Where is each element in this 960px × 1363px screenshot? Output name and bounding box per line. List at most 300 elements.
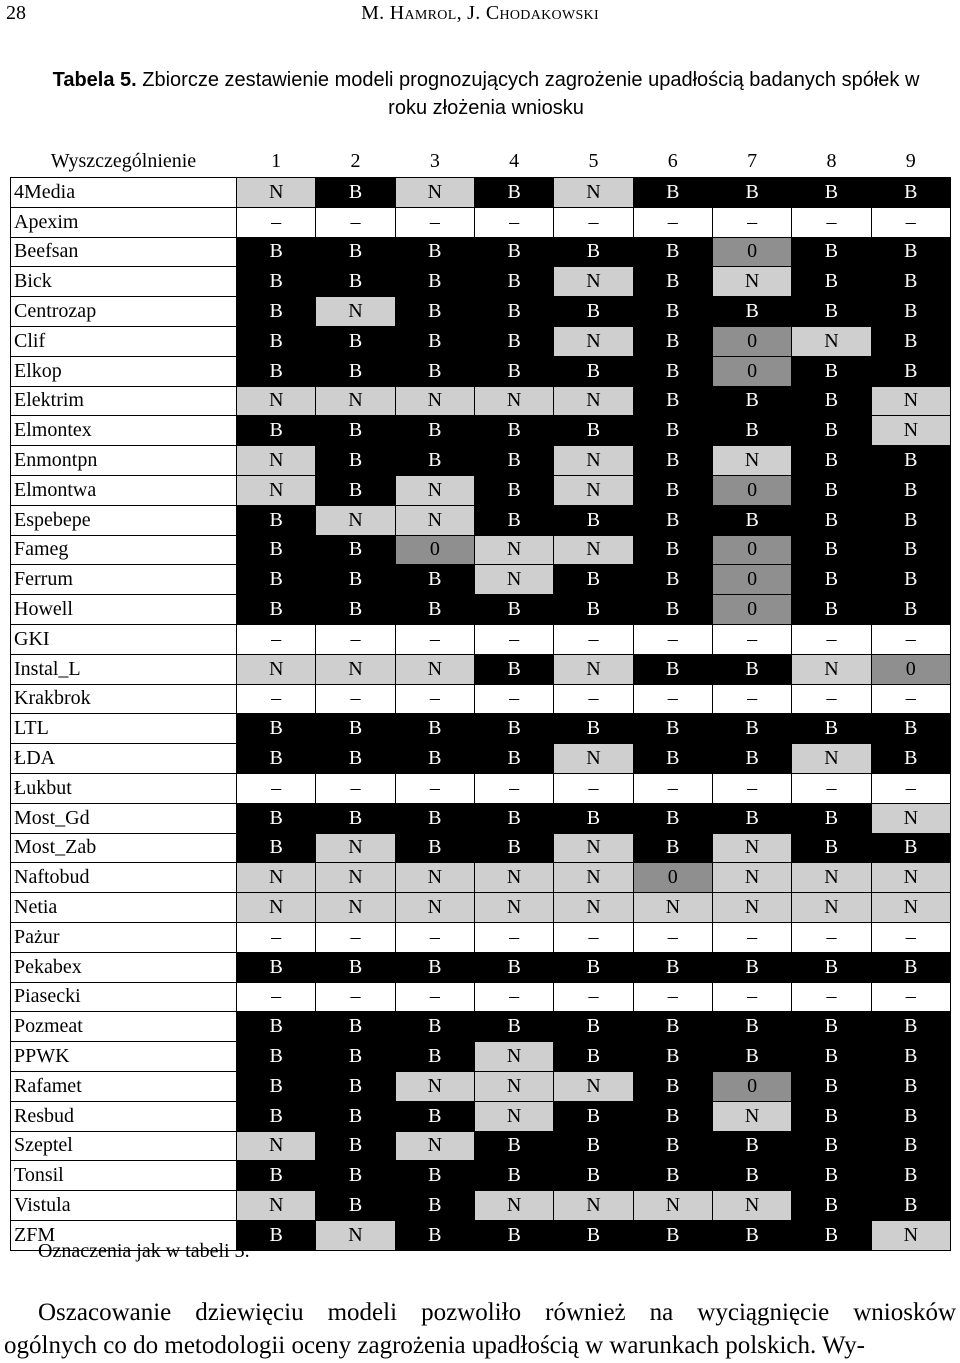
table-cell: B: [395, 1161, 474, 1191]
table-row: [11, 595, 951, 625]
running-head-authors: M. Hamrol, J. Chodakowski: [361, 2, 599, 24]
table-cell: B: [792, 833, 871, 863]
table-cell: N: [633, 893, 712, 923]
table-cell: N: [792, 893, 871, 923]
table-cell: B: [633, 1220, 712, 1250]
table-cell: –: [792, 922, 871, 952]
table-cell: B: [712, 416, 791, 446]
table-cell: B: [712, 1042, 791, 1072]
table-cell: B: [474, 475, 553, 505]
table-cell: N: [474, 893, 553, 923]
table-cell: B: [712, 1161, 791, 1191]
table-cell: –: [712, 207, 791, 237]
table-cell: N: [316, 505, 395, 535]
table-cell: N: [554, 833, 633, 863]
table-cell: N: [316, 893, 395, 923]
table-cell: N: [871, 863, 950, 893]
table-cell: B: [554, 237, 633, 267]
table-cell: B: [871, 267, 950, 297]
table-cell: N: [633, 1191, 712, 1221]
table-cell: B: [871, 535, 950, 565]
column-header: 4: [509, 149, 520, 172]
table-cell: B: [395, 952, 474, 982]
table-cell: B: [474, 446, 553, 476]
table-cell: 0: [395, 535, 474, 565]
company-name: Tonsil: [11, 1161, 237, 1191]
table-cell: –: [871, 684, 950, 714]
table-cell: N: [792, 744, 871, 774]
table-cell: B: [633, 178, 712, 208]
table-cell: N: [395, 475, 474, 505]
table-cell: B: [237, 297, 316, 327]
table-cell: N: [474, 386, 553, 416]
table-cell: B: [474, 237, 553, 267]
table-cell: B: [792, 178, 871, 208]
table-cell: B: [395, 416, 474, 446]
table-cell: B: [633, 297, 712, 327]
table-cell: B: [792, 1042, 871, 1072]
table-cell: –: [554, 773, 633, 803]
table-cell: B: [633, 237, 712, 267]
company-name: ŁDA: [11, 744, 237, 774]
table-cell: B: [792, 505, 871, 535]
column-header: 3: [429, 149, 440, 172]
table-cell: N: [316, 297, 395, 327]
company-name: Elmontwa: [11, 475, 237, 505]
table-cell: N: [871, 803, 950, 833]
table-cell: 0: [633, 863, 712, 893]
table-cell: N: [554, 654, 633, 684]
table-cell: B: [633, 833, 712, 863]
company-name: Espebepe: [11, 505, 237, 535]
table-cell: B: [554, 1161, 633, 1191]
table-row: [11, 744, 951, 774]
table-cell: B: [395, 1101, 474, 1131]
table-cell: B: [554, 297, 633, 327]
company-name: Rafamet: [11, 1071, 237, 1101]
company-name: Łukbut: [11, 773, 237, 803]
table-cell: 0: [712, 356, 791, 386]
table-cell: B: [316, 1101, 395, 1131]
table-cell: B: [792, 446, 871, 476]
table-cell: B: [237, 1220, 316, 1250]
table-cell: B: [316, 416, 395, 446]
table-row: [11, 893, 951, 923]
table-cell: B: [474, 952, 553, 982]
table-cell: B: [316, 267, 395, 297]
table-cell: B: [633, 446, 712, 476]
table-cell: –: [316, 982, 395, 1012]
table-cell: B: [554, 416, 633, 446]
table-row: [11, 952, 951, 982]
table-cell: N: [554, 744, 633, 774]
table-cell: B: [633, 1131, 712, 1161]
table-cell: –: [633, 624, 712, 654]
table-cell: B: [474, 1012, 553, 1042]
table-cell: B: [712, 744, 791, 774]
table-cell: B: [237, 833, 316, 863]
company-name: Elektrim: [11, 386, 237, 416]
table-cell: B: [316, 446, 395, 476]
table-cell: B: [792, 1071, 871, 1101]
table-cell: B: [712, 178, 791, 208]
table-cell: –: [395, 922, 474, 952]
table-cell: –: [871, 624, 950, 654]
table-cell: B: [792, 565, 871, 595]
table-cell: –: [316, 922, 395, 952]
table-cell: –: [633, 773, 712, 803]
table-cell: N: [395, 1131, 474, 1161]
table-cell: B: [237, 1161, 316, 1191]
table-cell: B: [316, 952, 395, 982]
table-cell: B: [792, 237, 871, 267]
company-name: Elmontex: [11, 416, 237, 446]
table-cell: B: [633, 535, 712, 565]
table-cell: –: [237, 922, 316, 952]
table-cell: B: [395, 803, 474, 833]
table-cell: 0: [712, 1071, 791, 1101]
table-cell: B: [316, 475, 395, 505]
table-cell: N: [871, 416, 950, 446]
table-cell: B: [633, 267, 712, 297]
table-cell: B: [474, 178, 553, 208]
table-cell: B: [554, 714, 633, 744]
table-cell: B: [792, 1220, 871, 1250]
table-cell: B: [237, 565, 316, 595]
table-cell: N: [554, 267, 633, 297]
table-cell: N: [316, 654, 395, 684]
table-row: [11, 624, 951, 654]
table-cell: B: [395, 565, 474, 595]
table-cell: N: [554, 386, 633, 416]
table-cell: N: [554, 446, 633, 476]
company-name: Krakbrok: [11, 684, 237, 714]
company-name: Netia: [11, 893, 237, 923]
table-cell: 0: [712, 237, 791, 267]
column-header: 8: [826, 149, 837, 172]
table-cell: –: [316, 773, 395, 803]
table-cell: B: [316, 1071, 395, 1101]
table-cell: B: [633, 565, 712, 595]
table-cell: –: [792, 773, 871, 803]
table-cell: –: [316, 624, 395, 654]
table-cell: B: [237, 1042, 316, 1072]
table-caption-text: Zbiorcze zestawienie modeli prognozujących zagrożenie upadłością badanych spółek w roku złożenia wniosku: [136, 69, 920, 119]
table-cell: B: [871, 833, 950, 863]
table-cell: B: [316, 356, 395, 386]
table-cell: B: [474, 803, 553, 833]
table-cell: N: [237, 475, 316, 505]
table-cell: N: [237, 863, 316, 893]
table-cell: B: [474, 1131, 553, 1161]
table-cell: B: [871, 952, 950, 982]
table-cell: B: [395, 1191, 474, 1221]
table-cell: –: [474, 922, 553, 952]
table-cell: B: [871, 446, 950, 476]
table-cell: –: [633, 982, 712, 1012]
table-cell: B: [237, 326, 316, 356]
table-row: [11, 714, 951, 744]
table-cell: B: [554, 356, 633, 386]
paragraph-line: ogólnych co do metodologii oceny zagrożenia upadłością w warunkach polskich. Wy-: [4, 1332, 865, 1359]
table-cell: N: [237, 893, 316, 923]
table-cell: B: [474, 654, 553, 684]
column-header: 5: [588, 149, 599, 172]
table-cell: N: [871, 386, 950, 416]
table-cell: B: [633, 386, 712, 416]
table-cell: B: [792, 952, 871, 982]
table-cell: B: [474, 1161, 553, 1191]
table-cell: B: [633, 952, 712, 982]
table-cell: –: [633, 684, 712, 714]
company-name: Pażur: [11, 922, 237, 952]
table-cell: N: [792, 654, 871, 684]
table-cell: B: [633, 1161, 712, 1191]
table-cell: B: [633, 416, 712, 446]
table-cell: B: [871, 1191, 950, 1221]
table-cell: B: [792, 386, 871, 416]
table-cell: N: [237, 386, 316, 416]
table-cell: 0: [712, 535, 791, 565]
table-cell: B: [792, 803, 871, 833]
table-row: [11, 326, 951, 356]
table-cell: B: [237, 267, 316, 297]
table-cell: 0: [712, 565, 791, 595]
table-cell: B: [316, 565, 395, 595]
table-cell: N: [712, 833, 791, 863]
table-cell: N: [474, 565, 553, 595]
table-cell: B: [474, 1220, 553, 1250]
table-cell: N: [554, 1191, 633, 1221]
table-cell: B: [792, 595, 871, 625]
table-cell: B: [554, 1101, 633, 1131]
table-cell: B: [712, 386, 791, 416]
table-cell: N: [395, 505, 474, 535]
table-cell: N: [871, 1220, 950, 1250]
table-cell: B: [554, 1131, 633, 1161]
table-cell: B: [871, 356, 950, 386]
company-name: Howell: [11, 595, 237, 625]
company-name: Instal_L: [11, 654, 237, 684]
table-cell: –: [712, 624, 791, 654]
table-cell: N: [237, 446, 316, 476]
table-cell: N: [792, 863, 871, 893]
table-cell: B: [474, 416, 553, 446]
table-note: Oznaczenia jak w tabeli 3.: [38, 1240, 250, 1262]
table-cell: B: [474, 595, 553, 625]
company-name: Centrozap: [11, 297, 237, 327]
table-cell: B: [792, 267, 871, 297]
table-cell: B: [871, 714, 950, 744]
table-row: [11, 565, 951, 595]
table-cell: B: [395, 326, 474, 356]
table-cell: –: [395, 207, 474, 237]
table-cell: B: [633, 505, 712, 535]
table-cell: N: [712, 446, 791, 476]
company-name: LTL: [11, 714, 237, 744]
page-number: 28: [6, 2, 26, 24]
company-name: Szeptel: [11, 1131, 237, 1161]
table-cell: B: [237, 1101, 316, 1131]
table-cell: B: [633, 475, 712, 505]
table-row: [11, 267, 951, 297]
table-cell: B: [237, 744, 316, 774]
table-cell: B: [237, 505, 316, 535]
table-row: [11, 922, 951, 952]
table-cell: B: [554, 803, 633, 833]
table-cell: B: [316, 1161, 395, 1191]
table-cell: –: [237, 982, 316, 1012]
table-cell: –: [554, 922, 633, 952]
table-cell: –: [554, 624, 633, 654]
table-cell: B: [633, 356, 712, 386]
table-cell: –: [554, 982, 633, 1012]
table-cell: B: [633, 744, 712, 774]
table-cell: –: [316, 684, 395, 714]
table-cell: B: [395, 833, 474, 863]
table-cell: B: [474, 326, 553, 356]
table-cell: B: [633, 714, 712, 744]
table-row: [11, 207, 951, 237]
table-cell: B: [871, 297, 950, 327]
table-caption-label: Tabela 5.: [52, 69, 137, 91]
table-cell: N: [712, 1101, 791, 1131]
table-row: [11, 773, 951, 803]
table-cell: B: [395, 595, 474, 625]
table-cell: N: [554, 535, 633, 565]
table-cell: –: [633, 922, 712, 952]
table-cell: B: [395, 1012, 474, 1042]
table-cell: –: [554, 684, 633, 714]
table-cell: B: [633, 654, 712, 684]
table-cell: –: [712, 982, 791, 1012]
column-header: 6: [667, 149, 678, 172]
table-cell: B: [871, 1012, 950, 1042]
table-cell: –: [871, 207, 950, 237]
table-cell: B: [871, 1071, 950, 1101]
table-cell: N: [474, 1101, 553, 1131]
table-cell: –: [237, 773, 316, 803]
table-cell: N: [554, 863, 633, 893]
table-cell: B: [395, 714, 474, 744]
table-cell: –: [316, 207, 395, 237]
company-name: Pozmeat: [11, 1012, 237, 1042]
table-cell: B: [237, 803, 316, 833]
table-cell: –: [633, 207, 712, 237]
table-cell: –: [237, 207, 316, 237]
table-cell: B: [474, 714, 553, 744]
table-cell: 0: [712, 595, 791, 625]
table-cell: B: [554, 1042, 633, 1072]
table-cell: B: [316, 714, 395, 744]
table-cell: B: [871, 1042, 950, 1072]
table-cell: B: [395, 267, 474, 297]
table-row: [11, 446, 951, 476]
table-cell: N: [474, 1071, 553, 1101]
table-cell: B: [712, 1131, 791, 1161]
table-cell: –: [395, 982, 474, 1012]
table-cell: B: [633, 1101, 712, 1131]
table-row: [11, 386, 951, 416]
table-cell: B: [871, 1101, 950, 1131]
table-cell: B: [554, 565, 633, 595]
table-row: [11, 803, 951, 833]
table-row: [11, 535, 951, 565]
table-cell: N: [712, 863, 791, 893]
table-cell: B: [871, 237, 950, 267]
table-cell: B: [712, 952, 791, 982]
table-cell: B: [316, 803, 395, 833]
table-cell: B: [237, 595, 316, 625]
table-cell: B: [633, 1071, 712, 1101]
table-cell: B: [474, 297, 553, 327]
table-cell: B: [237, 356, 316, 386]
table-cell: B: [395, 1220, 474, 1250]
table-cell: B: [792, 297, 871, 327]
table-cell: B: [395, 1042, 474, 1072]
table-cell: B: [554, 1220, 633, 1250]
table-cell: B: [712, 1012, 791, 1042]
table-cell: B: [792, 1191, 871, 1221]
table-row: [11, 1131, 951, 1161]
table-row: [11, 833, 951, 863]
table-cell: B: [871, 505, 950, 535]
company-name: PPWK: [11, 1042, 237, 1072]
table-cell: –: [554, 207, 633, 237]
table-cell: N: [237, 654, 316, 684]
company-name: Piasecki: [11, 982, 237, 1012]
table-cell: N: [712, 893, 791, 923]
company-name: Resbud: [11, 1101, 237, 1131]
table-cell: N: [554, 326, 633, 356]
company-name: Clif: [11, 326, 237, 356]
company-name: Enmontpn: [11, 446, 237, 476]
table-row: [11, 684, 951, 714]
table-cell: N: [316, 833, 395, 863]
table-cell: N: [474, 1191, 553, 1221]
table-cell: B: [395, 446, 474, 476]
table-cell: N: [395, 893, 474, 923]
table-cell: B: [712, 803, 791, 833]
table-cell: –: [712, 684, 791, 714]
table-cell: B: [633, 595, 712, 625]
table-cell: –: [395, 624, 474, 654]
table-cell: N: [395, 386, 474, 416]
table-cell: B: [712, 297, 791, 327]
company-name: Most_Gd: [11, 803, 237, 833]
table-row: [11, 416, 951, 446]
table-row: [11, 654, 951, 684]
table-cell: B: [871, 565, 950, 595]
table-cell: B: [792, 1101, 871, 1131]
table-cell: B: [474, 505, 553, 535]
table-row: [11, 982, 951, 1012]
model-results-table: [10, 145, 951, 1251]
column-header: 9: [905, 149, 916, 172]
table-cell: B: [237, 1012, 316, 1042]
table-cell: B: [316, 1012, 395, 1042]
table-cell: 0: [712, 326, 791, 356]
company-name: Apexim: [11, 207, 237, 237]
table-cell: B: [712, 714, 791, 744]
table-cell: B: [712, 654, 791, 684]
table-cell: B: [395, 744, 474, 774]
table-cell: B: [792, 1012, 871, 1042]
table-cell: –: [474, 624, 553, 654]
company-name: Bick: [11, 267, 237, 297]
table-row: [11, 1161, 951, 1191]
table-cell: B: [712, 1220, 791, 1250]
